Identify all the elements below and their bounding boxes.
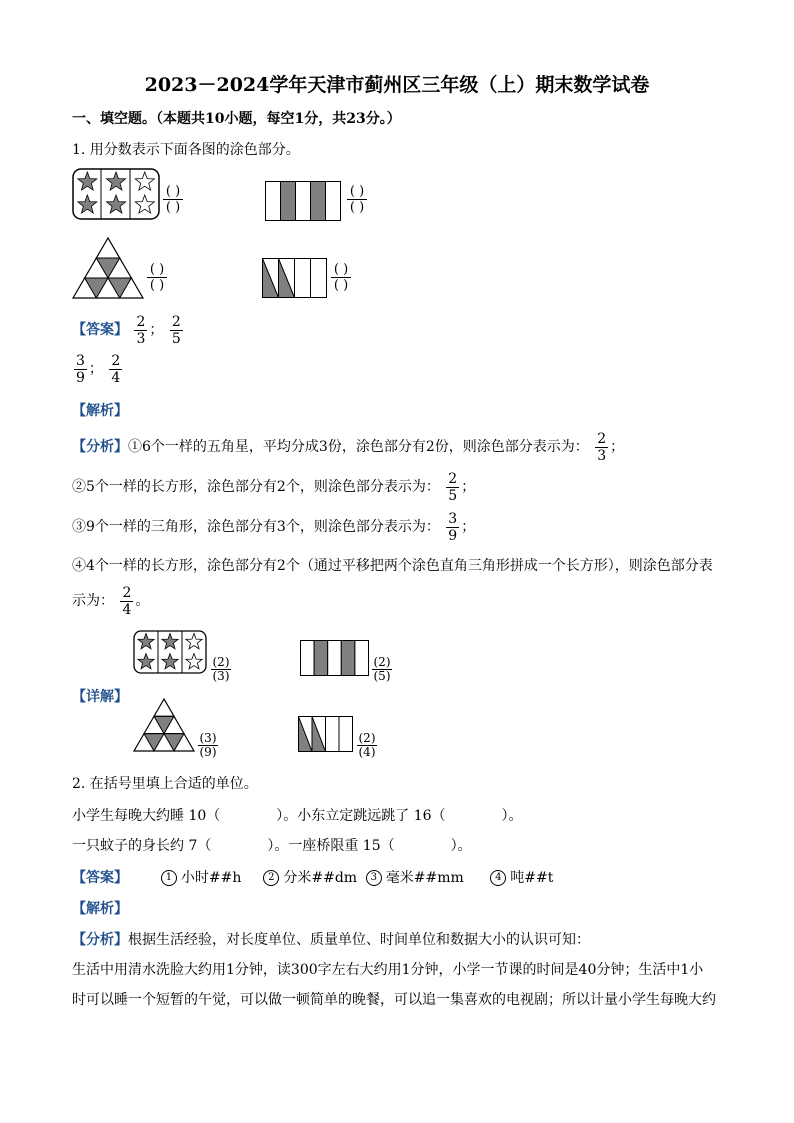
page-title: 2023－2024学年天津市蓟州区三年级（上）期末数学试卷: [144, 74, 650, 96]
q2-line1: 小学生每晚大约睡 10（ ）。小东立定跳远跳了 16（ ）。: [72, 808, 523, 824]
q1-fenxi-2: ②5个一样的长方形，涂色部分有2个，则涂色部分表示为： $\frac{2}{5}$ ；: [72, 470, 476, 504]
q1-stem: 1. 用分数表示下面各图的涂色部分。: [72, 142, 300, 158]
triangles-figure: [72, 237, 144, 299]
fig4-blank[interactable]: ( ) ( ): [331, 262, 351, 293]
q1-fenxi-3: ③9个一样的三角形，涂色部分有3个，则涂色部分表示为： $\frac{3}{9}$ ；: [72, 510, 476, 544]
q2-para-2: 时可以睡一个短暂的午觉，可以做一顿简单的晚餐，可以追一集喜欢的电视剧；所以计量小学生每晚大约: [72, 992, 716, 1008]
fig2-blank[interactable]: ( ) ( ): [347, 184, 367, 215]
detail-frac-3: (3) (9): [199, 731, 217, 759]
detail-triangles-figure: [133, 698, 195, 752]
parallelogram-figure: [262, 258, 330, 298]
detail-parallelogram-figure: [298, 716, 356, 752]
answer-frac-3: $\frac{3}{9}$: [76, 352, 85, 386]
fig3-blank[interactable]: ( ) ( ): [147, 262, 167, 293]
fig1-blank[interactable]: ( ) ( ): [163, 184, 183, 215]
detail-rectangles-figure: [300, 640, 370, 676]
answer-frac-2: $\frac{2}{5}$: [171, 313, 181, 347]
answer-frac-1: $\frac{2}{3}$: [136, 313, 146, 347]
stars-figure: [72, 168, 162, 220]
rectangles-figure: [265, 181, 345, 221]
q2-answer: 【答案】 1 小时##h 2 分米##dm 3 毫米##mm 4 吨##t: [72, 870, 554, 886]
q2-analysis-tag: 【解析】: [72, 901, 128, 917]
q1-analysis-tag: 【解析】: [72, 403, 128, 419]
q2-para-1: 生活中用清水洗脸大约用1分钟，读300字左右大约用1分钟，小学一节课的时间是40分钟；生活中1小: [72, 962, 704, 978]
q1-fenxi-4b: 示为： $\frac{2}{4}$ 。: [72, 584, 150, 618]
answer-frac-4: $\frac{2}{4}$: [111, 352, 121, 386]
q1-answer-line2: $\frac{3}{9}$ ； $\frac{2}{4}$: [76, 352, 121, 386]
detail-stars-figure: [133, 630, 209, 674]
detail-frac-2: (2) (5): [373, 655, 391, 683]
q1-fenxi-1: 【分析】①6个一样的五角星，平均分成3份，涂色部分有2份，则涂色部分表示为： $\frac{2}{3}$ ；: [72, 430, 625, 464]
detail-frac-4: (2) (4): [358, 731, 376, 759]
q2-line2: 一只蚊子的身长约 7（ ）。一座桥限重 15（ ）。: [72, 838, 472, 854]
q2-fenxi: 【分析】根据生活经验，对长度单位、质量单位、时间单位和数据大小的认识可知：: [72, 932, 590, 948]
q1-fenxi-4a: ④4个一样的长方形，涂色部分有2个（通过平移把两个涂色直角三角形拼成一个长方形），则涂色部分表: [72, 558, 713, 574]
q1-detail-tag: 【详解】: [72, 689, 128, 705]
q1-answer-line1: 【答案】 $\frac{2}{3}$ ； $\frac{2}{5}$: [72, 313, 181, 347]
section-heading: 一、填空题。（本题共10小题，每空1分，共23分。）: [72, 111, 401, 127]
q2-stem: 2. 在括号里填上合适的单位。: [72, 776, 258, 792]
detail-frac-1: (2) (3): [212, 655, 230, 683]
